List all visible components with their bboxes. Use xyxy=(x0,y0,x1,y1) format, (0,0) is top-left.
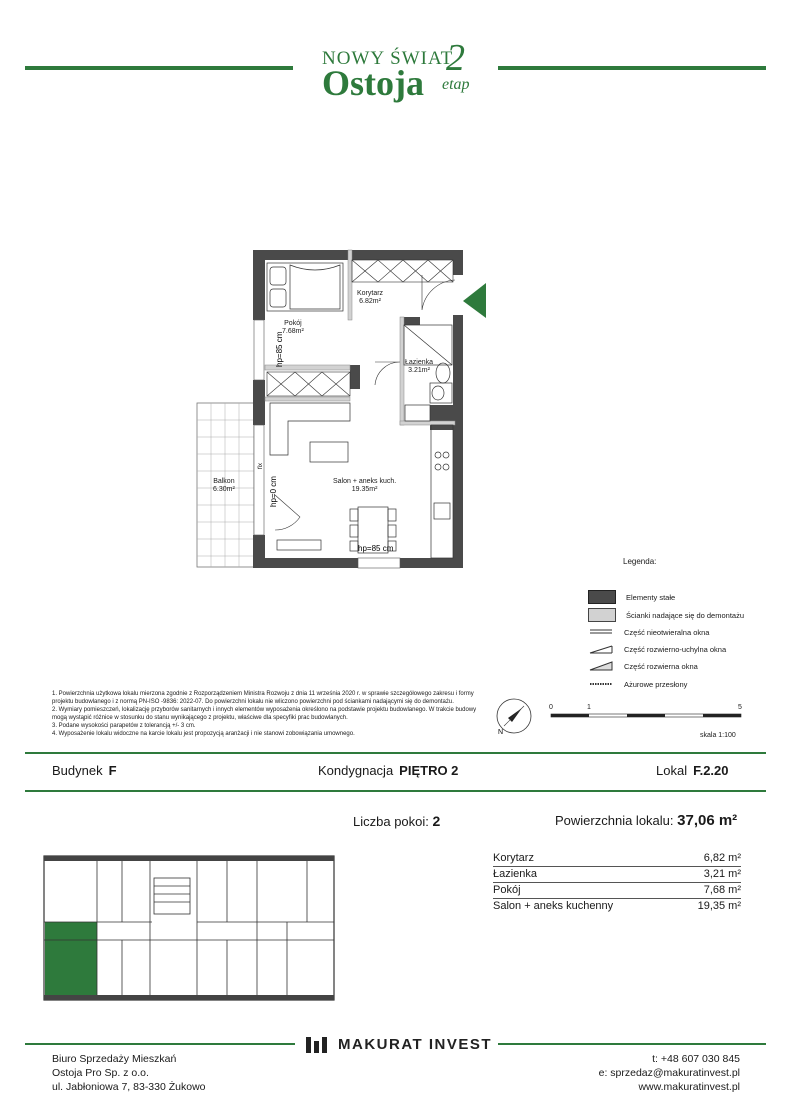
floor-info xyxy=(318,763,458,778)
legend-label: Ścianki nadające się do demontażu xyxy=(626,610,744,620)
plan-room-name: Łazienka xyxy=(405,359,434,366)
plan-room-area: 6.82m² xyxy=(359,298,381,305)
company-logo-icon xyxy=(306,1037,330,1053)
legend-item-openwork xyxy=(588,678,687,690)
legend-item-removable xyxy=(588,608,744,622)
footnote-2: 2. Wymiary pomieszczeń, lokalizację przyborów sanitarnych i innych elementów wyposażenia określono na podstawie projektu budowlanego. W trakcie budowy mogą wystąpić różnice w stosunku do stanu wynikającego z projektu, właściwe dla specyfiki prac budowlanych. xyxy=(52,707,477,721)
legend-item-swing-window xyxy=(588,660,698,672)
solid-wall-swatch-icon xyxy=(588,590,616,604)
fixed-window-symbol-icon xyxy=(588,626,614,638)
partition-walls xyxy=(265,250,455,425)
logo-stage-word: etap xyxy=(442,76,470,93)
legend-item-tilt-window xyxy=(588,643,726,655)
plan-room-area: 3.21m² xyxy=(408,367,430,374)
legend-item-solid xyxy=(588,590,675,604)
unit-label: Lokal xyxy=(656,763,688,778)
floor-label: Kondygnacja xyxy=(318,763,394,778)
sales-office-info xyxy=(52,1052,206,1094)
divider-bottom xyxy=(25,790,766,792)
rooms-count-label: Liczba pokoi: xyxy=(353,814,429,829)
entrance-arrow-icon xyxy=(463,283,486,318)
unit-info xyxy=(656,763,729,778)
compass-icon xyxy=(494,696,534,736)
plan-room-name: Korytarz xyxy=(357,290,384,297)
room-area: 19,35 m² xyxy=(697,900,741,912)
office-line: Ostoja Pro Sp. z o.o. xyxy=(52,1067,149,1079)
plan-room-salon xyxy=(333,478,396,494)
scale-tick-5: 5 xyxy=(738,704,742,711)
footnote-3: 3. Podane wysokości parapetów z tolerancją +/- 3 cm. xyxy=(52,723,196,729)
table-row xyxy=(493,883,741,899)
contact-email[interactable]: e: sprzedaz@makuratinvest.pl xyxy=(598,1067,740,1079)
tilt-window-symbol-icon xyxy=(588,643,614,655)
scale-label: skala 1:100 xyxy=(700,732,736,739)
header-line-right xyxy=(498,66,766,70)
hp-label-living: hp=0 cm xyxy=(269,476,278,507)
plan-room-area: 6.30m² xyxy=(213,486,235,493)
room-name: Salon + aneks kuchenny xyxy=(493,900,614,912)
contact-info xyxy=(599,1052,740,1094)
swing-window-symbol-icon xyxy=(588,660,614,672)
removable-wall-swatch-icon xyxy=(588,608,616,622)
room-area: 6,82 m² xyxy=(703,852,741,864)
plan-room-area: 7.68m² xyxy=(282,328,304,335)
contact-website[interactable]: www.makuratinvest.pl xyxy=(638,1081,740,1093)
plan-room-pokoj xyxy=(282,320,304,336)
header-line-left xyxy=(25,66,293,70)
office-line: ul. Jabłoniowa 7, 83-330 Żukowo xyxy=(52,1081,206,1093)
plan-room-name: Salon + aneks kuch. xyxy=(333,478,397,485)
footer-line-left xyxy=(25,1043,295,1045)
table-row xyxy=(493,867,741,883)
unit-value: F.2.20 xyxy=(693,763,729,778)
logo-line1: NOWY ŚWIAT xyxy=(322,48,454,69)
legend-item-fixed-window xyxy=(588,626,709,638)
footnotes xyxy=(52,690,480,738)
unit-area-value: 37,06 m² xyxy=(677,812,738,829)
scale-bar xyxy=(546,703,746,723)
unit-area xyxy=(555,812,737,829)
office-line: Biuro Sprzedaży Mieszkań xyxy=(52,1053,177,1065)
room-area-table xyxy=(493,851,741,914)
fix-label: fix xyxy=(258,463,264,469)
plan-room-korytarz xyxy=(357,290,383,306)
plan-room-balkon xyxy=(213,478,235,494)
company-brand xyxy=(306,1036,492,1053)
company-name: MAKURAT INVEST xyxy=(338,1036,493,1053)
openwork-screen-symbol-icon xyxy=(588,678,614,690)
footnote-4: 4. Wyposażenie lokalu widoczne na karcie lokalu jest propozycją aranżacji i nie stanowi zobowiązania umownego. xyxy=(52,731,355,737)
building-value: F xyxy=(108,763,117,778)
contact-phone: t: +48 607 030 845 xyxy=(652,1053,740,1065)
plan-room-lazienka xyxy=(405,359,433,375)
plan-room-name: Pokój xyxy=(284,320,302,327)
room-area: 7,68 m² xyxy=(703,884,741,896)
scale-tick-0: 0 xyxy=(549,704,553,711)
plan-room-area: 19.35m² xyxy=(351,486,378,493)
building-info xyxy=(52,763,117,778)
legend-label: Część nieotwieralna okna xyxy=(624,627,710,637)
footnote-1: 1. Powierzchnia użytkowa lokalu mierzona zgodnie z Rozporządzeniem Ministra Rozwoju z dnia 11 września 2020 r. w sprawie szczegółowego zakresu i formy projektu budowlanego i z normą PN-ISO -9836: 2022-07. Do powierzchni lokalu nie wliczono powierzchni pod ściankami nadającymi się do demontażu. xyxy=(52,691,474,705)
hp-label-bottom: hp=85 cm xyxy=(358,544,394,553)
building-label: Budynek xyxy=(52,763,103,778)
room-area: 3,21 m² xyxy=(703,868,741,880)
room-name: Pokój xyxy=(493,884,521,896)
room-name: Korytarz xyxy=(493,852,534,864)
logo-line2: Ostoja xyxy=(322,63,424,103)
logo-stage-number: 2 xyxy=(446,37,465,79)
plan-room-name: Balkon xyxy=(213,478,235,485)
unit-area-label: Powierzchnia lokalu: xyxy=(555,813,674,828)
legend-label: Elementy stałe xyxy=(626,592,676,602)
bed xyxy=(267,263,343,311)
scale-tick-1: 1 xyxy=(587,704,591,711)
rooms-count xyxy=(353,813,440,829)
table-row xyxy=(493,899,741,914)
legend-label: Część rozwierna okna xyxy=(624,661,698,671)
table-row xyxy=(493,851,741,867)
hp-label-bedroom: hp=85 cm xyxy=(275,331,284,367)
legend-label: Część rozwierno-uchylna okna xyxy=(624,644,727,654)
floor-value: PIĘTRO 2 xyxy=(399,763,459,778)
legend-title: Legenda: xyxy=(623,557,657,566)
building-key-plan xyxy=(42,852,342,1002)
room-name: Łazienka xyxy=(493,868,538,880)
rooms-count-value: 2 xyxy=(432,813,441,829)
floor-plan xyxy=(190,245,500,580)
divider-top xyxy=(25,752,766,754)
legend-label: Ażurowe przesłony xyxy=(624,679,688,689)
footer-line-right xyxy=(498,1043,766,1045)
svg-text:N: N xyxy=(498,729,504,736)
